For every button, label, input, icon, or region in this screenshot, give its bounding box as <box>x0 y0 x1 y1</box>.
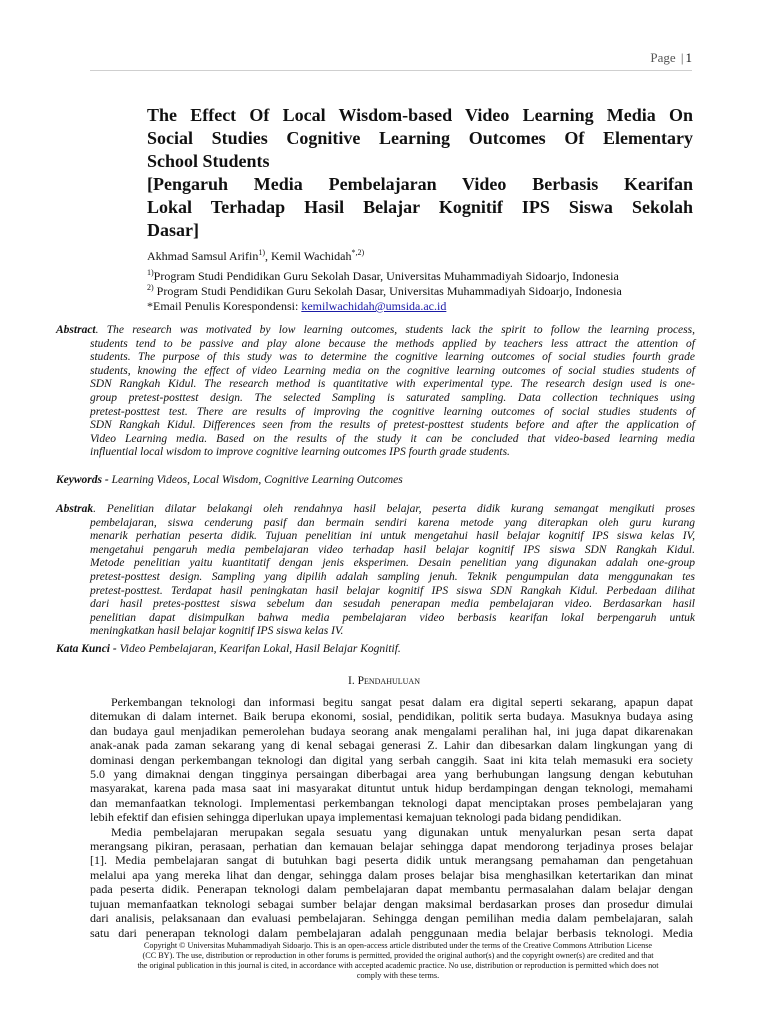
abstract-text: . The research was motivated by low learning outcomes, students lack the spirit to follow the learning process, <box>95 324 695 336</box>
body-line: ditemukan di dalam internet. Baik berupa ekonomi, sosial, pendidikan, politik serta budaya. Masuknya budaya asing <box>90 709 693 724</box>
copyright-line: (CC BY). The use, distribution or reproduction in other forums is permitted, provided the original author(s) and the copyright owner(s) are credited and that <box>142 951 654 960</box>
abstract-text: . Penelitian dilatar belakangi oleh rendahnya hasil belajar, peserta didik kurang semangat mengikuti proses <box>93 503 695 515</box>
keywords-label: Keywords - <box>56 474 109 486</box>
abstract-line: menarik perhatian peserta didik. Tujuan penelitian ini untuk mengetahui hasil belajar kognitif IPS siswa kelas IV, <box>90 530 695 543</box>
abstract-line: Video Learning media. Based on the results of the study it can be concluded that video-based learning media <box>90 432 695 445</box>
email-label: *Email Penulis Korespondensi: <box>147 299 302 313</box>
author-affil-mark: 1) <box>258 248 265 257</box>
keywords-label: Kata Kunci - <box>56 643 117 655</box>
section-heading <box>0 675 768 687</box>
affiliation-1 <box>147 269 622 284</box>
author-list <box>147 249 364 264</box>
abstract-line: pembelajaran, siswa cenderung pasif dan bermain sendiri karena metode yang diterapkan oleh guru kurang <box>90 516 695 529</box>
copyright-line: Copyright © Universitas Muhammadiyah Sidoarjo. This is an open-access article distributed under the terms of the Creative Commons Attribution License <box>143 941 653 950</box>
copyright-line: comply with these terms. <box>356 971 440 980</box>
abstract-indonesian <box>56 503 695 639</box>
abstract-line: influential local wisdom to improve cognitive learning outcomes IPS fourth grade students. <box>90 446 510 459</box>
author-name: Kemil Wachidah <box>271 249 352 263</box>
paper-title <box>147 104 693 242</box>
abstract-label: Abstrak <box>56 503 94 515</box>
body-line: 5.0 yang dimaknai dengan tingginya persaingan diberbagai area yang berhubungan langsung dengan kebutuhan <box>90 767 693 782</box>
page-header <box>90 50 692 71</box>
abstract-line: pretest-posttest design. Sampling yang dipilih adalah sampling jenuh. Teknik pengumpulan data menggunakan tes <box>90 570 695 583</box>
affil-text: Program Studi Pendidikan Guru Sekolah Dasar, Universitas Muhammadiyah Sidoarjo, Indonesia <box>153 269 619 283</box>
affil-mark: 2) <box>147 283 154 292</box>
copyright-line: the original publication in this journal is cited, in accordance with accepted academic practice. No use, distribution or reproduction is permitted which does not <box>137 961 659 970</box>
title-line: The Effect Of Local Wisdom-based Video Learning Media On <box>147 105 693 125</box>
body-line: lebih efektif dan efisien sehingga diperlukan upaya implementasi kemajuan teknologi pada bidang pendidikan. <box>90 810 622 825</box>
page-label: Page <box>650 50 676 65</box>
affiliations <box>147 269 622 314</box>
abstract-line: group pretest-posttest design. The selected Sampling is saturated sampling. Data collection techniques using <box>90 391 695 404</box>
title-line: Lokal Terhadap Hasil Belajar Kognitif IPS Siswa Sekolah <box>147 197 693 217</box>
page-number-value: 1 <box>685 50 692 65</box>
title-line: Dasar] <box>147 220 199 240</box>
body-line: dominasi dengan perkembangan teknologi dan digital yang serbah canggih. Saat ini kita telah memasuki era society <box>90 752 693 767</box>
body-line: masyarakat, karena pada masa saat ini masyarakat dituntut untuk hidup berdampingan dengan teknologi, memahami <box>90 781 693 796</box>
abstract-line: pretest-posttest test. There are results of improving the cognitive learning outcomes of social studies students of <box>90 405 695 418</box>
author-affil-mark: *,2) <box>351 248 365 257</box>
affil-text: Program Studi Pendidikan Guru Sekolah Dasar, Universitas Muhammadiyah Sidoarjo, Indonesia <box>153 284 622 298</box>
page-number <box>650 50 692 66</box>
title-line: Social Studies Cognitive Learning Outcomes Of Elementary <box>147 128 693 148</box>
body-line: anak-anak pada zaman sekarang yang di kenal sebagai generasi Z. Lahir dan dibesarkan dalam lingkungan yang di <box>90 738 693 753</box>
body-line: pada peserta didik. Penerapan teknologi dalam pembelajaran dapat membantu permasalahan dalam belajar dengan <box>90 882 693 897</box>
keywords-english <box>56 473 695 487</box>
body-line: dan budaya gaul menjadikan pemerolehan budaya seorang anak mengalami peralihan hal, ini juga dapat dikarenakan <box>90 723 693 738</box>
body-line: satu dari penerapan teknologi dalam pembelajaran adalah penggunaan media belajar berbasis teknologi. Media <box>90 925 693 940</box>
corresponding-email <box>147 299 622 314</box>
body-line: tujuan memanfaatkan teknologi sebagai sumber belajar dengan maksimal berdasarkan proses dan prosedur dimulai <box>90 896 693 911</box>
body-text[interactable] <box>90 695 693 940</box>
abstract-first-line <box>56 503 695 517</box>
abstract-line: meningkatkan hasil belajar kognitif IPS siswa kelas IV. <box>90 625 344 638</box>
copyright-notice <box>118 941 678 981</box>
abstract-label: Abstract <box>56 324 96 336</box>
author-name: Akhmad Samsul Arifin <box>147 249 259 263</box>
author-separator: , <box>265 249 271 263</box>
keywords-text: Learning Videos, Local Wisdom, Cognitive Learning Outcomes <box>108 474 403 486</box>
abstract-line: students tend to be passive and play alone because the methods applied by teachers less attract the attention of <box>90 337 695 350</box>
body-line: melalui apa yang mereka lihat dan dengar, sehingga dalam proses belajar bisa menghasilkan ketertarikan dan minat <box>90 867 693 882</box>
abstract-first-line <box>56 324 695 338</box>
title-line: [Pengaruh Media Pembelajaran Video Berbasis Kearifan <box>147 174 693 194</box>
abstract-line: Metode penelitian yaitu kuantitatif dengan jenis eksperimen. Desain penelitian yang digunakan adalah one-group <box>90 557 695 570</box>
affil-mark: 1) <box>147 268 154 277</box>
body-line: [1]. Media pembelajaran sangat di butuhkan bagi peserta didik untuk merangsang pemahaman dan pengetahuan <box>90 853 693 868</box>
body-line: merangsang pikiran, perasaan, perhatian dan kemauan belajar sehingga dapat mendorong terjadinya proses belajar <box>90 839 693 854</box>
email-link[interactable]: kemilwachidah@umsida.ac.id <box>301 299 447 313</box>
abstract-line: students. The purpose of this study was to determine the cognitive learning outcomes of social studies fourth grade <box>90 351 695 364</box>
keywords-text: Video Pembelajaran, Kearifan Lokal, Hasil Belajar Kognitif. <box>116 643 401 655</box>
section-number: I. <box>348 675 358 687</box>
keywords-indonesian <box>56 642 695 656</box>
abstract-line: dari hasil pretes-posttest siswa sebelum dan sesudah penerapan media pembelajaran video. Berdasarkan hasil <box>90 598 695 611</box>
abstract-line: penelitian dapat disimpulkan bahwa media pembelajaran video berbasis kearifan lokal berpengaruh untuk <box>90 611 695 624</box>
abstract-line: pretest-posttest. Terdapat hasil peningkatan hasil belajar kognitif IPS siswa SDN Rangkah Kidul. Perbedaan dilihat <box>90 584 695 597</box>
title-line: School Students <box>147 151 270 171</box>
abstract-english <box>56 324 695 460</box>
abstract-line: students, knowing the effect of video Learning media on the cognitive learning outcomes of social studies students of <box>90 364 695 377</box>
abstract-line: mengetahui pengaruh media pembelajaran video terhadap hasil belajar kognitif IPS siswa SDN Rangkah Kidul. <box>90 543 695 556</box>
body-line: Perkembangan teknologi dan informasi begitu sangat pesat dalam era digital seperti sekarang, apapun dapat <box>111 695 693 709</box>
body-line: Media pembelajaran merupakan segala sesuatu yang digunakan untuk menyalurkan pesan serta dapat <box>111 824 693 839</box>
section-title: Pendahuluan <box>357 675 420 687</box>
page-separator: | <box>680 50 684 65</box>
body-line: dan memanfaatkan teknologi. Implementasi perkembangan teknologi dapat menciptakan proses pembelajaran yang <box>90 795 693 810</box>
body-line: dari analisis, pelaksanaan dan evaluasi pembelajaran. Sehingga dengan pemilihan media dalam pembelajaran, salah <box>90 911 693 926</box>
affiliation-2 <box>147 284 622 299</box>
abstract-line: SDN Rangkah Kidul. Differences seen from the results of pretest-posttest students before and after the application of <box>90 419 695 432</box>
abstract-line: SDN Rangkah Kidul. The research method is quantitative with experimental type. The research design used is one- <box>90 378 695 391</box>
